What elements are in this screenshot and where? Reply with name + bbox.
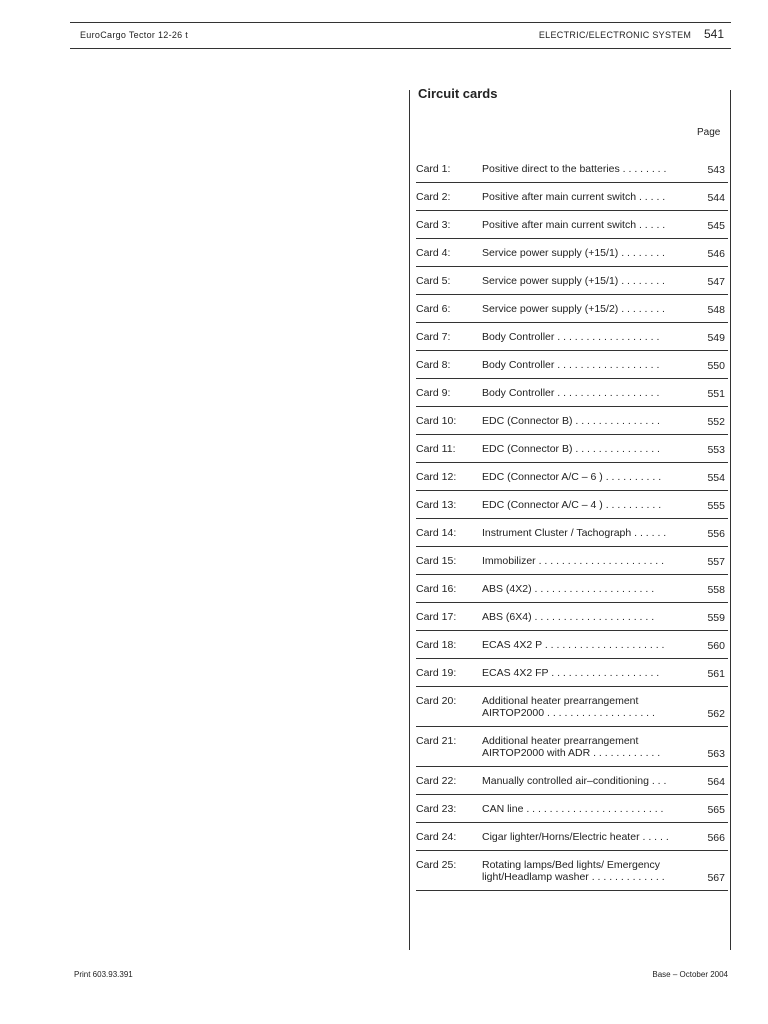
- toc-card-number: Card 6:: [416, 303, 451, 315]
- toc-row: [416, 547, 728, 575]
- toc-row: [416, 407, 728, 435]
- toc-list: [416, 155, 728, 891]
- toc-row: [416, 767, 728, 795]
- toc-page-number: 550: [707, 360, 725, 372]
- toc-card-number: Card 10:: [416, 415, 457, 427]
- toc-row: [416, 519, 728, 547]
- toc-card-number: Card 20:: [416, 695, 457, 707]
- toc-card-description: ECAS 4X2 P . . . . . . . . . . . . . . . . . . . . .: [482, 639, 665, 651]
- toc-page-number: 552: [707, 416, 725, 428]
- toc-card-number: Card 12:: [416, 471, 457, 483]
- toc-card-description: Body Controller . . . . . . . . . . . . . . . . . .: [482, 331, 660, 343]
- header-rule-top: [70, 22, 731, 23]
- toc-card-number: Card 13:: [416, 499, 457, 511]
- header-document-title: EuroCargo Tector 12-26 t: [80, 30, 189, 40]
- toc-card-number: Card 21:: [416, 735, 457, 747]
- toc-row: [416, 463, 728, 491]
- header-section-title: ELECTRIC/ELECTRONIC SYSTEM: [538, 30, 692, 40]
- toc-card-number: Card 22:: [416, 775, 457, 787]
- toc-page-number: 556: [707, 528, 725, 540]
- toc-card-description: Positive after main current switch . . . . .: [482, 191, 666, 203]
- toc-card-number: Card 2:: [416, 191, 451, 203]
- header-right: [539, 27, 724, 41]
- toc-page-number: 565: [707, 804, 725, 816]
- column-left-border: [409, 90, 410, 950]
- toc-page-number: 562: [707, 708, 725, 720]
- toc-row: [416, 603, 728, 631]
- column-right-border: [730, 90, 731, 950]
- toc-row: [416, 795, 728, 823]
- toc-page-number: 553: [707, 444, 725, 456]
- toc-row: [416, 211, 728, 239]
- toc-card-description: EDC (Connector B) . . . . . . . . . . . . . . .: [482, 443, 660, 455]
- toc-card-description: ABS (6X4) . . . . . . . . . . . . . . . . . . . . .: [482, 611, 655, 623]
- toc-row: [416, 491, 728, 519]
- toc-card-number: Card 16:: [416, 583, 457, 595]
- toc-page-label: Page: [697, 127, 721, 138]
- toc-card-number: Card 3:: [416, 219, 451, 231]
- toc-row: [416, 323, 728, 351]
- toc-row: [416, 435, 728, 463]
- footer-print-code: Print 603.93.391: [74, 970, 133, 979]
- toc-row: [416, 631, 728, 659]
- toc-page-number: 547: [707, 276, 725, 288]
- toc-row: [416, 379, 728, 407]
- toc-card-number: Card 18:: [416, 639, 457, 651]
- toc-row: [416, 295, 728, 323]
- toc-card-description: Service power supply (+15/2) . . . . . . . .: [482, 303, 665, 315]
- toc-card-number: Card 9:: [416, 387, 451, 399]
- toc-row: [416, 351, 728, 379]
- toc-card-description: ABS (4X2) . . . . . . . . . . . . . . . . . . . . .: [482, 583, 655, 595]
- toc-page-number: 563: [707, 748, 725, 760]
- toc-card-description: Service power supply (+15/1) . . . . . . . .: [482, 247, 665, 259]
- toc-row: [416, 687, 728, 727]
- toc-page-number: 546: [707, 248, 725, 260]
- toc-card-number: Card 24:: [416, 831, 457, 843]
- toc-row: [416, 851, 728, 891]
- toc-card-number: Card 17:: [416, 611, 457, 623]
- toc-page-number: 548: [707, 304, 725, 316]
- toc-card-description: EDC (Connector A/C – 6 ) . . . . . . . . . .: [482, 471, 662, 483]
- toc-card-number: Card 1:: [416, 163, 451, 175]
- toc-card-number: Card 8:: [416, 359, 451, 371]
- toc-card-description: Additional heater prearrangement AIRTOP2000 with ADR . . . . . . . . . . . .: [482, 735, 661, 759]
- toc-card-description: ECAS 4X2 FP . . . . . . . . . . . . . . . . . . .: [482, 667, 660, 679]
- toc-card-number: Card 5:: [416, 275, 451, 287]
- toc-page-number: 544: [707, 192, 725, 204]
- toc-page-number: 561: [707, 668, 725, 680]
- toc-card-description: Cigar lighter/Horns/Electric heater . . . . .: [482, 831, 669, 843]
- toc-title: Circuit cards: [418, 86, 498, 101]
- toc-row: [416, 155, 728, 183]
- toc-card-number: Card 14:: [416, 527, 457, 539]
- toc-card-description: Instrument Cluster / Tachograph . . . . . .: [482, 527, 667, 539]
- toc-card-description: Additional heater prearrangement AIRTOP2000 . . . . . . . . . . . . . . . . . . .: [482, 695, 655, 719]
- toc-page-number: 557: [707, 556, 725, 568]
- toc-card-description: Rotating lamps/Bed lights/ Emergency light/Headlamp washer . . . . . . . . . . . . .: [482, 859, 665, 883]
- toc-card-description: Positive direct to the batteries . . . . . . . .: [482, 163, 667, 175]
- toc-card-description: Body Controller . . . . . . . . . . . . . . . . . .: [482, 359, 660, 371]
- toc-page-number: 543: [707, 164, 725, 176]
- toc-page-number: 559: [707, 612, 725, 624]
- toc-card-description: Manually controlled air–conditioning . . .: [482, 775, 667, 787]
- toc-page-number: 564: [707, 776, 725, 788]
- toc-card-number: Card 7:: [416, 331, 451, 343]
- toc-card-description: Immobilizer . . . . . . . . . . . . . . . . . . . . . .: [482, 555, 665, 567]
- header-rule-bottom: [70, 48, 731, 49]
- toc-card-description: CAN line . . . . . . . . . . . . . . . . . . . . . . . .: [482, 803, 664, 815]
- toc-card-description: EDC (Connector B) . . . . . . . . . . . . . . .: [482, 415, 660, 427]
- toc-page-number: 558: [707, 584, 725, 596]
- toc-page-number: 567: [707, 872, 725, 884]
- toc-row: [416, 239, 728, 267]
- toc-page-number: 560: [707, 640, 725, 652]
- toc-card-description: Positive after main current switch . . . . .: [482, 219, 666, 231]
- toc-card-description: EDC (Connector A/C – 4 ) . . . . . . . . . .: [482, 499, 662, 511]
- toc-page-number: 554: [707, 472, 725, 484]
- toc-card-description: Body Controller . . . . . . . . . . . . . . . . . .: [482, 387, 660, 399]
- toc-row: [416, 183, 728, 211]
- toc-row: [416, 659, 728, 687]
- header-page-number: 541: [703, 27, 724, 41]
- toc-card-number: Card 25:: [416, 859, 457, 871]
- toc-page-number: 549: [707, 332, 725, 344]
- toc-page-number: 545: [707, 220, 725, 232]
- toc-row: [416, 575, 728, 603]
- toc-row: [416, 823, 728, 851]
- toc-card-number: Card 15:: [416, 555, 457, 567]
- toc-card-number: Card 19:: [416, 667, 457, 679]
- footer-edition: Base – October 2004: [652, 970, 728, 979]
- toc-card-number: Card 4:: [416, 247, 451, 259]
- toc-page-number: 551: [707, 388, 725, 400]
- toc-row: [416, 727, 728, 767]
- toc-card-number: Card 11:: [416, 443, 456, 455]
- toc-card-description: Service power supply (+15/1) . . . . . . . .: [482, 275, 665, 287]
- toc-row: [416, 267, 728, 295]
- toc-card-number: Card 23:: [416, 803, 457, 815]
- toc-page-number: 555: [707, 500, 725, 512]
- toc-page-number: 566: [707, 832, 725, 844]
